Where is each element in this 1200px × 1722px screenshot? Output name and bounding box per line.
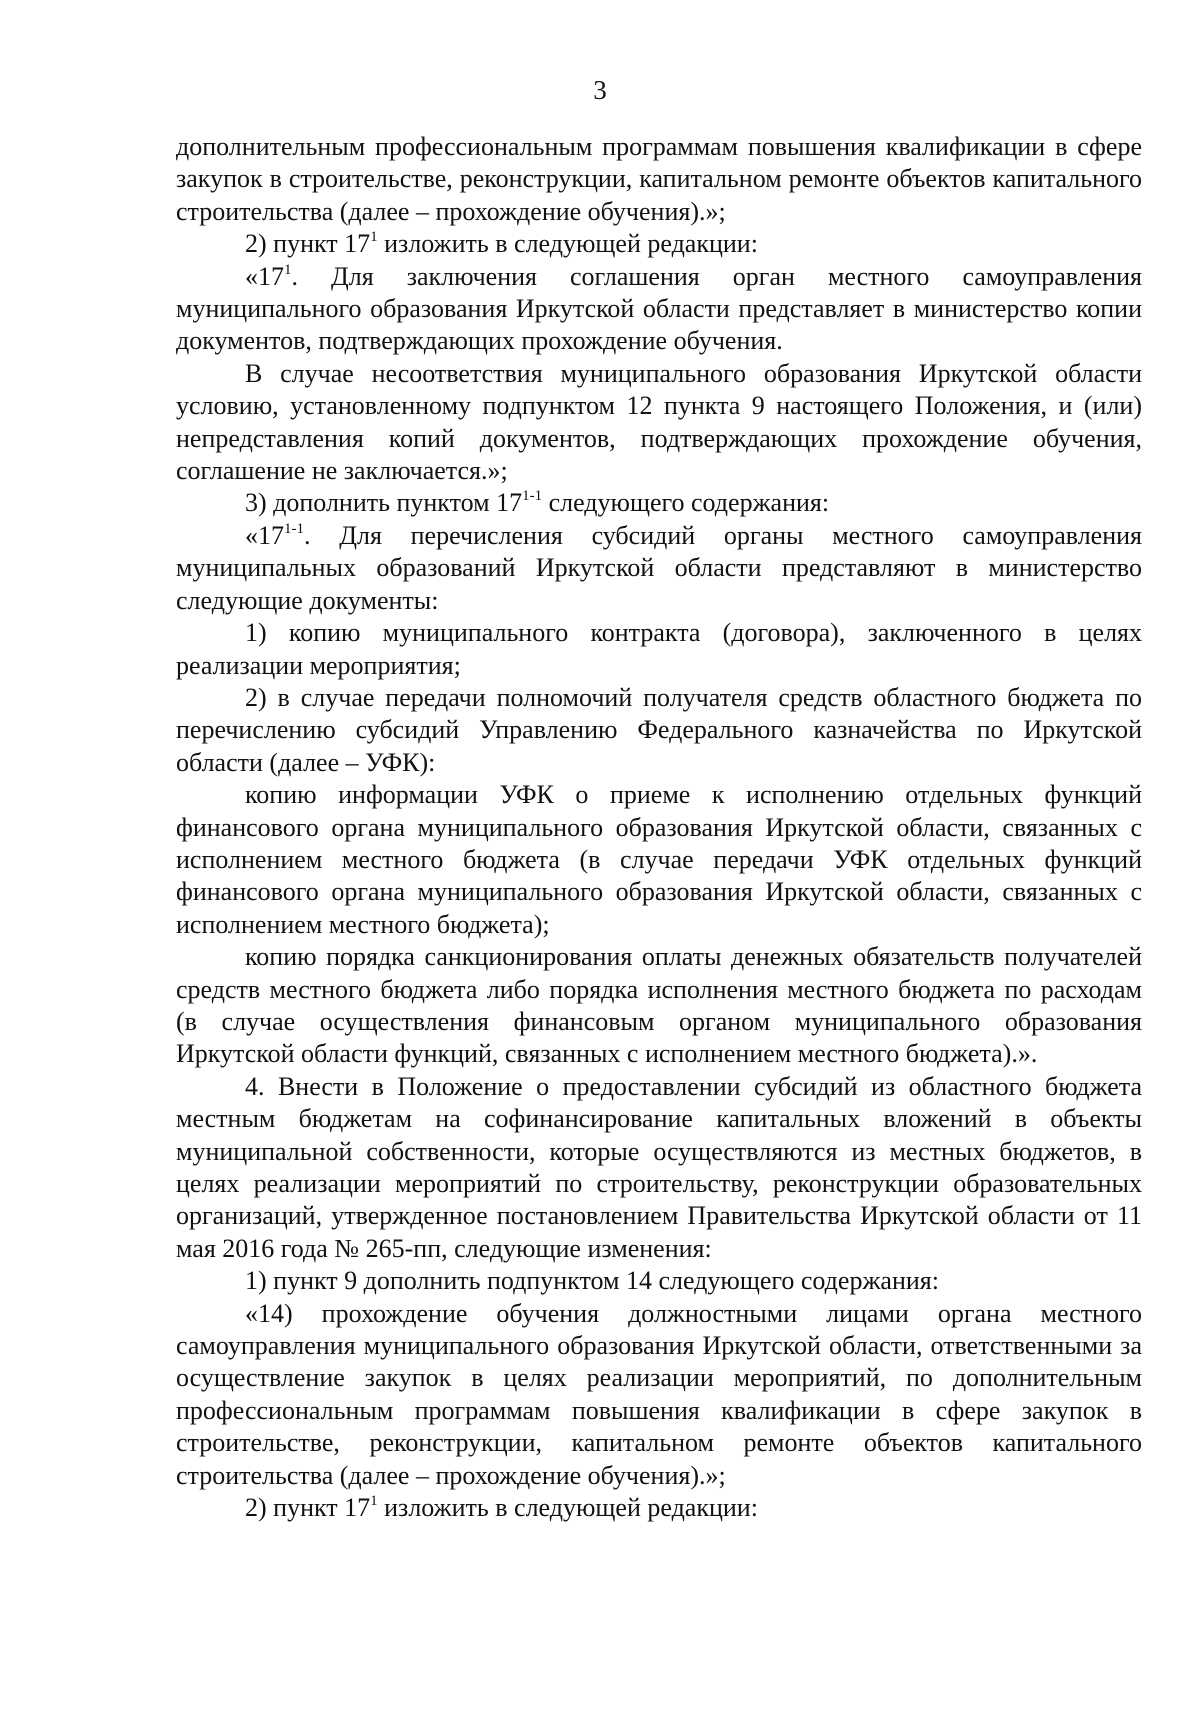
document-body [176, 131, 1142, 1524]
paragraph-nonconformity: В случае несоответствия муниципального образования Иркутской области условию, установленному подпунктом 12 пункта 9 настоящего Положения, и (или) непредставления копий документов, подтверждающих прохождение обучения, соглашение не заключается.»; [176, 358, 1142, 486]
paragraph-subitem-1: 1) копию муниципального контракта (договора), заключенного в целях реализации мероприятия; [176, 618, 1142, 680]
paragraph-subpoint-14: «14) прохождение обучения должностными лицами органа местного самоуправления муниципального образования Иркутской области, ответственными за осуществление закупок в целях реализации мероприятий, по дополнительным профессиональным программам повышения квалификации в сфере закупок в строительстве, реконструкции, капитальном ремонте объектов капитального строительства (далее – прохождение обучения).»; [176, 1298, 1142, 1490]
page-number: 3 [593, 75, 607, 105]
paragraph-sanction-order: копию порядка санкционирования оплаты денежных обязательств получателей средств местного бюджета либо порядка исполнения местного бюджета по расходам (в случае осуществления финансовым органом муниципального образования Иркутской области функций, связанных с исполнением местного бюджета).». [176, 942, 1142, 1069]
superscript: 1 [284, 261, 292, 278]
text-fragment: . Для перечисления субсидий органы местного самоуправления муниципальных образований Иркутской области представляют в министерство следующие документы: [176, 520, 1142, 615]
paragraph-subitem-1-point-9: 1) пункт 9 дополнить подпунктом 14 следующего содержания: [245, 1266, 939, 1296]
text-fragment: изложить в следующей редакции: [377, 1493, 758, 1523]
paragraph-continuation: дополнительным профессиональным программам повышения квалификации в сфере закупок в строительстве, реконструкции, капитальном ремонте объектов капитального строительства (далее – прохождение обучения).»; [176, 132, 1142, 226]
paragraph-clause-17-1 [176, 261, 1142, 358]
text-fragment: 3) дополнить пунктом 17 [245, 488, 523, 518]
text-fragment: «17 [245, 520, 284, 550]
superscript: 1 [370, 1493, 378, 1510]
superscript: 1-1 [284, 520, 304, 537]
text-fragment: следующего содержания: [542, 488, 830, 518]
text-fragment: «17 [245, 261, 284, 291]
paragraph-item-2 [176, 228, 1142, 260]
superscript: 1 [370, 229, 378, 246]
paragraph-ufk-info: копию информации УФК о приеме к исполнению отдельных функций финансового органа муниципального образования Иркутской области, связанных с исполнением местного бюджета (в случае передачи УФК отдельных функций финансового органа муниципального образования Иркутской области, связанных с исполнением местного бюджета); [176, 780, 1142, 939]
paragraph-item-4: 4. Внести в Положение о предоставлении субсидий из областного бюджета местным бюджетам на софинансирование капитальных вложений в объекты муниципальной собственности, которые осуществляются из местных бюджетов, в целях реализации мероприятий по строительству, реконструкции образовательных организаций, утвержденное постановлением Правительства Иркутской области от 11 мая 2016 года № 265-пп, следующие изменения: [176, 1071, 1142, 1263]
text-fragment: изложить в следующей редакции: [377, 229, 758, 259]
text-fragment: 2) пункт 17 [245, 229, 371, 259]
superscript: 1-1 [522, 488, 543, 505]
paragraph-clause-17-1-1 [176, 520, 1142, 617]
paragraph-subitem-2: 2) в случае передачи полномочий получателя средств областного бюджета по перечислению субсидий Управлению Федерального казначейства по Иркутской области (далее – УФК): [176, 682, 1142, 777]
paragraph-item-3 [176, 487, 1142, 519]
text-fragment: 2) пункт 17 [245, 1493, 371, 1523]
paragraph-subitem-2-final [176, 1492, 1142, 1524]
text-fragment: . Для заключения соглашения орган местного самоуправления муниципального образования Иркутской области представляет в министерство копии документов, подтверждающих прохождение обучения. [176, 261, 1142, 356]
